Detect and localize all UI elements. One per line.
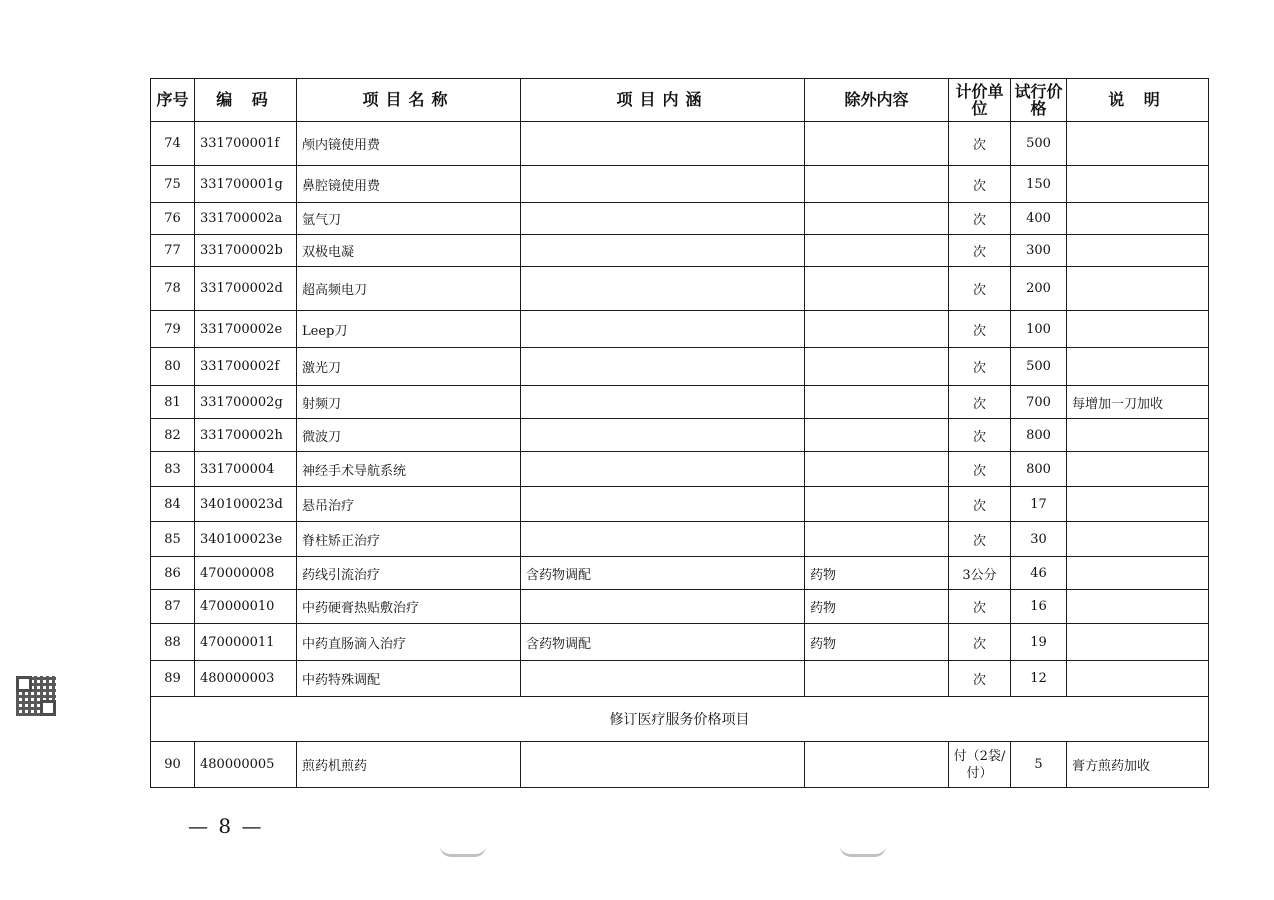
item-exclusion — [805, 742, 949, 788]
item-exclusion — [805, 122, 949, 166]
item-exclusion — [805, 487, 949, 522]
item-note — [1067, 419, 1209, 452]
item-content: 含药物调配 — [521, 624, 805, 661]
row-number: 81 — [151, 386, 195, 419]
table-row — [151, 487, 1209, 522]
trial-price: 5 — [1011, 742, 1067, 788]
item-exclusion — [805, 311, 949, 348]
pricing-unit: 次 — [949, 386, 1011, 419]
item-note — [1067, 661, 1209, 697]
pricing-unit: 次 — [949, 203, 1011, 235]
trial-price: 800 — [1011, 452, 1067, 487]
item-name: 激光刀 — [297, 348, 521, 386]
price-table — [150, 78, 1209, 788]
item-exclusion — [805, 522, 949, 557]
item-name: 中药硬膏热贴敷治疗 — [297, 590, 521, 624]
trial-price: 400 — [1011, 203, 1067, 235]
item-content — [521, 452, 805, 487]
revised-table-body — [151, 742, 1209, 788]
item-code: 331700001g — [195, 166, 297, 203]
header-row — [151, 79, 1209, 122]
pricing-unit: 次 — [949, 267, 1011, 311]
item-exclusion — [805, 348, 949, 386]
section-title: 修订医疗服务价格项目 — [151, 697, 1209, 742]
item-note — [1067, 487, 1209, 522]
item-code: 340100023d — [195, 487, 297, 522]
item-name: 射频刀 — [297, 386, 521, 419]
row-number: 84 — [151, 487, 195, 522]
item-note — [1067, 267, 1209, 311]
header-note: 说 明 — [1067, 79, 1209, 122]
row-number: 77 — [151, 235, 195, 267]
item-note — [1067, 348, 1209, 386]
item-name: 超高频电刀 — [297, 267, 521, 311]
item-code: 331700002f — [195, 348, 297, 386]
item-name: 脊柱矫正治疗 — [297, 522, 521, 557]
pricing-unit: 3公分 — [949, 557, 1011, 590]
header-price: 试行价格 — [1011, 79, 1067, 122]
header-no: 序号 — [151, 79, 195, 122]
pricing-unit: 付（2袋/付） — [949, 742, 1011, 788]
row-number: 88 — [151, 624, 195, 661]
item-name: 神经手术导航系统 — [297, 452, 521, 487]
pricing-unit: 次 — [949, 311, 1011, 348]
pricing-unit: 次 — [949, 122, 1011, 166]
item-name: 中药直肠滴入治疗 — [297, 624, 521, 661]
scan-mark — [840, 846, 886, 857]
item-content — [521, 661, 805, 697]
item-code: 480000005 — [195, 742, 297, 788]
pricing-unit: 次 — [949, 235, 1011, 267]
item-content — [521, 386, 805, 419]
item-exclusion — [805, 166, 949, 203]
table-row — [151, 166, 1209, 203]
item-code: 340100023e — [195, 522, 297, 557]
table-row — [151, 203, 1209, 235]
item-code: 331700002d — [195, 267, 297, 311]
header-unit: 计价单位 — [949, 79, 1011, 122]
item-note — [1067, 624, 1209, 661]
table-row — [151, 267, 1209, 311]
item-code: 470000008 — [195, 557, 297, 590]
row-number: 87 — [151, 590, 195, 624]
item-code: 331700004 — [195, 452, 297, 487]
item-exclusion — [805, 235, 949, 267]
item-note — [1067, 235, 1209, 267]
trial-price: 700 — [1011, 386, 1067, 419]
trial-price: 150 — [1011, 166, 1067, 203]
item-content — [521, 203, 805, 235]
item-note — [1067, 311, 1209, 348]
item-note — [1067, 452, 1209, 487]
item-content — [521, 419, 805, 452]
item-note: 膏方煎药加收 — [1067, 742, 1209, 788]
item-name: 氩气刀 — [297, 203, 521, 235]
table-row — [151, 452, 1209, 487]
row-number: 78 — [151, 267, 195, 311]
trial-price: 46 — [1011, 557, 1067, 590]
item-name: 双极电凝 — [297, 235, 521, 267]
row-number: 85 — [151, 522, 195, 557]
header-exclusion: 除外内容 — [805, 79, 949, 122]
item-code: 331700002e — [195, 311, 297, 348]
header-code: 编 码 — [195, 79, 297, 122]
item-exclusion — [805, 419, 949, 452]
item-exclusion — [805, 203, 949, 235]
item-content — [521, 742, 805, 788]
item-name: 悬吊治疗 — [297, 487, 521, 522]
item-name: 煎药机煎药 — [297, 742, 521, 788]
trial-price: 19 — [1011, 624, 1067, 661]
item-exclusion — [805, 452, 949, 487]
trial-price: 30 — [1011, 522, 1067, 557]
item-name: 微波刀 — [297, 419, 521, 452]
table-row — [151, 557, 1209, 590]
trial-price: 200 — [1011, 267, 1067, 311]
item-note — [1067, 122, 1209, 166]
trial-price: 500 — [1011, 348, 1067, 386]
item-note — [1067, 203, 1209, 235]
item-name: 药线引流治疗 — [297, 557, 521, 590]
pricing-unit: 次 — [949, 166, 1011, 203]
pricing-unit: 次 — [949, 661, 1011, 697]
header-content: 项目内涵 — [521, 79, 805, 122]
pricing-unit: 次 — [949, 522, 1011, 557]
item-content — [521, 166, 805, 203]
item-code: 331700001f — [195, 122, 297, 166]
row-number: 75 — [151, 166, 195, 203]
item-code: 480000003 — [195, 661, 297, 697]
row-number: 74 — [151, 122, 195, 166]
qr-code-icon — [16, 676, 56, 716]
item-code: 331700002b — [195, 235, 297, 267]
item-content — [521, 311, 805, 348]
item-name: 中药特殊调配 — [297, 661, 521, 697]
item-note — [1067, 557, 1209, 590]
table-row — [151, 661, 1209, 697]
item-content — [521, 122, 805, 166]
item-note: 每增加一刀加收 — [1067, 386, 1209, 419]
row-number: 83 — [151, 452, 195, 487]
item-code: 470000011 — [195, 624, 297, 661]
pricing-unit: 次 — [949, 419, 1011, 452]
pricing-unit: 次 — [949, 452, 1011, 487]
header-name: 项目名称 — [297, 79, 521, 122]
item-content — [521, 487, 805, 522]
row-number: 90 — [151, 742, 195, 788]
scan-mark — [440, 846, 486, 857]
trial-price: 12 — [1011, 661, 1067, 697]
item-content — [521, 522, 805, 557]
item-exclusion — [805, 661, 949, 697]
row-number: 79 — [151, 311, 195, 348]
price-table-container — [150, 78, 1208, 788]
table-row — [151, 742, 1209, 788]
item-content — [521, 348, 805, 386]
item-exclusion — [805, 267, 949, 311]
trial-price: 800 — [1011, 419, 1067, 452]
item-note — [1067, 166, 1209, 203]
item-exclusion: 药物 — [805, 590, 949, 624]
table-row — [151, 624, 1209, 661]
item-content — [521, 267, 805, 311]
item-name: Leep刀 — [297, 311, 521, 348]
table-row — [151, 122, 1209, 166]
page-number: — 8 — — [188, 814, 264, 838]
item-exclusion: 药物 — [805, 624, 949, 661]
row-number: 82 — [151, 419, 195, 452]
trial-price: 17 — [1011, 487, 1067, 522]
table-row — [151, 311, 1209, 348]
table-row — [151, 348, 1209, 386]
pricing-unit: 次 — [949, 348, 1011, 386]
table-row — [151, 590, 1209, 624]
item-name: 颅内镜使用费 — [297, 122, 521, 166]
item-note — [1067, 522, 1209, 557]
row-number: 89 — [151, 661, 195, 697]
pricing-unit: 次 — [949, 487, 1011, 522]
table-row — [151, 522, 1209, 557]
pricing-unit: 次 — [949, 624, 1011, 661]
pricing-unit: 次 — [949, 590, 1011, 624]
trial-price: 500 — [1011, 122, 1067, 166]
item-code: 470000010 — [195, 590, 297, 624]
table-row — [151, 235, 1209, 267]
item-code: 331700002h — [195, 419, 297, 452]
item-code: 331700002g — [195, 386, 297, 419]
item-code: 331700002a — [195, 203, 297, 235]
row-number: 86 — [151, 557, 195, 590]
table-row — [151, 419, 1209, 452]
item-content: 含药物调配 — [521, 557, 805, 590]
section-row — [151, 697, 1209, 742]
item-note — [1067, 590, 1209, 624]
table-row — [151, 386, 1209, 419]
table-body — [151, 122, 1209, 697]
row-number: 76 — [151, 203, 195, 235]
item-content — [521, 235, 805, 267]
item-exclusion — [805, 386, 949, 419]
item-name: 鼻腔镜使用费 — [297, 166, 521, 203]
row-number: 80 — [151, 348, 195, 386]
item-exclusion: 药物 — [805, 557, 949, 590]
trial-price: 100 — [1011, 311, 1067, 348]
trial-price: 16 — [1011, 590, 1067, 624]
trial-price: 300 — [1011, 235, 1067, 267]
item-content — [521, 590, 805, 624]
